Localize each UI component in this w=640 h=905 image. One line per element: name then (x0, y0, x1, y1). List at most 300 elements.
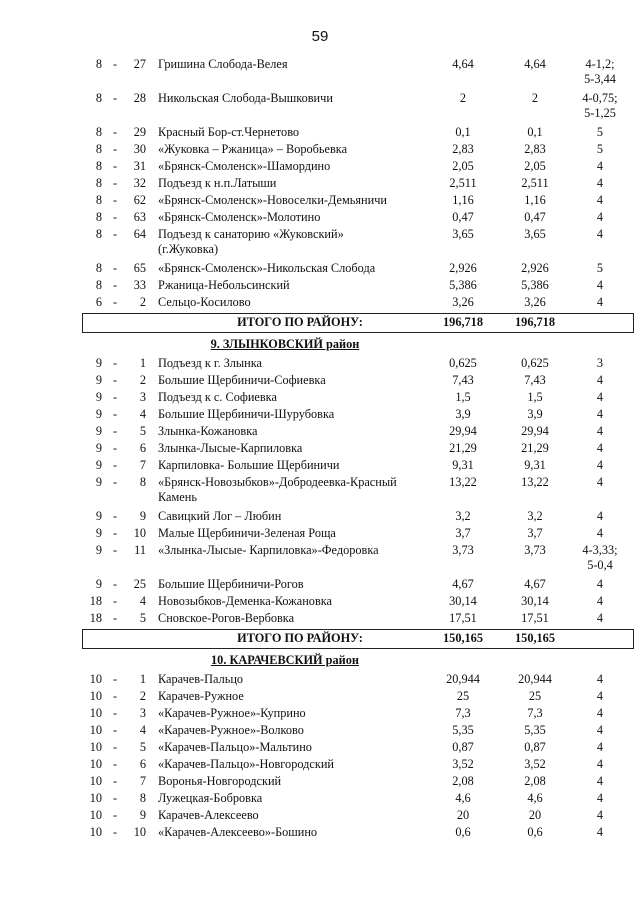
dash-separator: - (112, 740, 118, 754)
road-category: 4 (596, 441, 604, 455)
road-name: «Злынка-Лысые- Карпиловка»-Федоровка (158, 543, 379, 557)
road-length-total: 3,9 (527, 407, 543, 421)
road-length-total: 3,65 (524, 227, 546, 241)
road-category: 4 (596, 689, 604, 703)
road-number: 4 (139, 407, 146, 421)
road-length: 3,73 (452, 543, 474, 557)
road-length-total: 3,73 (524, 543, 546, 557)
road-group-number: 8 (95, 159, 102, 173)
dash-separator: - (112, 390, 118, 404)
road-name: Карачев-Алексеево (158, 808, 259, 822)
total-length: 150,165 (443, 631, 483, 645)
road-length-total: 2,511 (521, 176, 549, 190)
table-row (0, 141, 640, 158)
road-length-total: 21,29 (521, 441, 549, 455)
road-length: 7,3 (455, 706, 471, 720)
dash-separator: - (112, 825, 118, 839)
road-group-number: 18 (89, 594, 102, 608)
road-number: 29 (133, 125, 146, 139)
road-category: 4 (596, 159, 604, 173)
road-number: 1 (139, 672, 146, 686)
road-name: Сельцо-Косилово (158, 295, 251, 309)
road-name: Большие Щербиничи-Рогов (158, 577, 304, 591)
road-category: 4 (596, 278, 604, 292)
road-group-number: 9 (95, 424, 102, 438)
road-length: 3,9 (455, 407, 471, 421)
road-length: 3,65 (452, 227, 474, 241)
road-category: 4 (596, 825, 604, 839)
road-category: 4 (596, 227, 604, 241)
road-length: 1,5 (455, 390, 471, 404)
road-number: 10 (133, 526, 146, 540)
road-length-total: 1,5 (527, 390, 543, 404)
road-category: 4 (596, 458, 604, 472)
road-name: Новозыбков-Деменка-Кожановка (158, 594, 332, 608)
road-name: Савицкий Лог – Любин (158, 509, 282, 523)
road-length-total: 17,51 (521, 611, 549, 625)
table-row (0, 610, 640, 627)
road-name: «Карачев-Пальцо»-Новгородский (158, 757, 334, 771)
road-group-number: 8 (95, 278, 102, 292)
road-category: 4 (596, 740, 604, 754)
table-row (0, 56, 640, 90)
table-row (0, 525, 640, 542)
road-group-number: 10 (89, 672, 102, 686)
road-group-number: 9 (95, 356, 102, 370)
road-category: 5 (596, 125, 604, 139)
road-length-total: 0,6 (527, 825, 543, 839)
road-length: 9,31 (452, 458, 474, 472)
table-row (0, 705, 640, 722)
table-row (0, 773, 640, 790)
road-length: 0,1 (455, 125, 471, 139)
dash-separator: - (112, 672, 118, 686)
table-row (0, 756, 640, 773)
road-length-total: 13,22 (521, 475, 549, 489)
dash-separator: - (112, 509, 118, 523)
road-number: 63 (133, 210, 146, 224)
road-number: 64 (133, 227, 146, 241)
road-name: Красный Бор-ст.Чернетово (158, 125, 300, 139)
dash-separator: - (112, 757, 118, 771)
road-category: 4 (596, 808, 604, 822)
road-number: 6 (139, 441, 146, 455)
dash-separator: - (112, 373, 118, 387)
road-length: 20,944 (446, 672, 480, 686)
dash-separator: - (112, 458, 118, 472)
dash-separator: - (112, 227, 118, 241)
road-category: 4 (596, 577, 604, 591)
road-length-total: 25 (528, 689, 542, 703)
road-category: 4-0,75; 5-1,25 (582, 91, 618, 120)
road-length: 2,511 (449, 176, 477, 190)
road-length: 1,16 (452, 193, 474, 207)
road-length-total: 3,26 (524, 295, 546, 309)
road-group-number: 8 (95, 210, 102, 224)
road-name: Злынка-Лысые-Карпиловка (158, 441, 303, 455)
road-group-number: 10 (89, 791, 102, 805)
table-row (0, 671, 640, 688)
road-table (0, 56, 640, 841)
total-length: 196,718 (443, 315, 483, 329)
road-group-number: 8 (95, 91, 102, 105)
road-length: 0,6 (455, 825, 471, 839)
road-group-number: 8 (95, 193, 102, 207)
dash-separator: - (112, 774, 118, 788)
table-row (0, 722, 640, 739)
road-number: 31 (133, 159, 146, 173)
dash-separator: - (112, 278, 118, 292)
road-length-total: 0,1 (527, 125, 543, 139)
table-row (0, 790, 640, 807)
total-length-total: 196,718 (515, 315, 555, 329)
road-name: Подъезд к санаторию «Жуковский» (г.Жуковка) (158, 227, 344, 256)
dash-separator: - (112, 689, 118, 703)
table-row (0, 175, 640, 192)
total-label: ИТОГО ПО РАЙОНУ: (237, 631, 363, 645)
road-group-number: 10 (89, 706, 102, 720)
road-group-number: 10 (89, 825, 102, 839)
road-number: 5 (139, 611, 146, 625)
road-number: 5 (139, 740, 146, 754)
road-length-total: 7,3 (527, 706, 543, 720)
road-number: 8 (139, 475, 146, 489)
road-category: 5 (596, 261, 604, 275)
dash-separator: - (112, 611, 118, 625)
table-row (0, 355, 640, 372)
road-group-number: 9 (95, 475, 102, 489)
table-row (0, 688, 640, 705)
dash-separator: - (112, 526, 118, 540)
road-length-total: 20 (528, 808, 542, 822)
road-name: Ржаница-Небольсинский (158, 278, 290, 292)
table-row (0, 824, 640, 841)
road-number: 32 (133, 176, 146, 190)
road-name: Злынка-Кожановка (158, 424, 258, 438)
road-length: 4,64 (452, 57, 474, 71)
road-category: 4 (596, 791, 604, 805)
road-group-number: 9 (95, 407, 102, 421)
road-length-total: 7,43 (524, 373, 546, 387)
road-category: 4 (596, 407, 604, 421)
road-name: «Брянск-Смоленск»-Шамордино (158, 159, 331, 173)
road-number: 65 (133, 261, 146, 275)
dash-separator: - (112, 577, 118, 591)
road-name: «Брянск-Новозыбков»-Добродеевка-Красный Камень (158, 475, 397, 504)
road-number: 30 (133, 142, 146, 156)
road-length-total: 2 (531, 91, 539, 105)
road-group-number: 6 (95, 295, 102, 309)
road-category: 4 (596, 210, 604, 224)
road-length: 21,29 (449, 441, 477, 455)
road-number: 25 (133, 577, 146, 591)
road-name: Большие Щербиничи-Софиевка (158, 373, 326, 387)
road-category: 4 (596, 611, 604, 625)
road-name: «Карачев-Алексеево»-Бошино (158, 825, 318, 839)
district-heading (0, 651, 640, 671)
road-length: 3,26 (452, 295, 474, 309)
road-length-total: 20,944 (518, 672, 552, 686)
road-group-number: 9 (95, 390, 102, 404)
dash-separator: - (112, 543, 118, 557)
table-row (0, 739, 640, 756)
road-group-number: 10 (89, 774, 102, 788)
road-number: 9 (139, 509, 146, 523)
table-row (0, 593, 640, 610)
road-length: 5,386 (449, 278, 477, 292)
road-length-total: 29,94 (521, 424, 549, 438)
road-category: 4 (596, 193, 604, 207)
table-row (0, 158, 640, 175)
district-total-row (0, 311, 640, 335)
road-group-number: 10 (89, 757, 102, 771)
road-group-number: 8 (95, 125, 102, 139)
district-heading-text: 10. КАРАЧЕВСКИЙ район (211, 653, 359, 667)
road-length: 3,7 (455, 526, 471, 540)
road-group-number: 9 (95, 509, 102, 523)
road-category: 4 (596, 176, 604, 190)
road-length: 7,43 (452, 373, 474, 387)
road-length: 29,94 (449, 424, 477, 438)
road-group-number: 9 (95, 577, 102, 591)
road-number: 1 (139, 356, 146, 370)
road-length-total: 2,08 (524, 774, 546, 788)
road-group-number: 8 (95, 142, 102, 156)
road-number: 5 (139, 424, 146, 438)
road-length: 2,08 (452, 774, 474, 788)
road-length-total: 2,83 (524, 142, 546, 156)
road-name: Лужецкая-Бобровка (158, 791, 263, 805)
road-length: 2,926 (449, 261, 477, 275)
road-group-number: 9 (95, 373, 102, 387)
road-length: 2 (459, 91, 467, 105)
dash-separator: - (112, 210, 118, 224)
table-row (0, 209, 640, 226)
road-name: Воронья-Новгородский (158, 774, 282, 788)
road-group-number: 8 (95, 227, 102, 241)
road-category: 4-3,33; 5-0,4 (582, 543, 618, 572)
road-group-number: 9 (95, 526, 102, 540)
table-row (0, 260, 640, 277)
road-name: «Брянск-Смоленск»-Молотино (158, 210, 321, 224)
road-length-total: 2,926 (521, 261, 549, 275)
road-number: 4 (139, 594, 146, 608)
road-category: 4 (596, 526, 604, 540)
road-length-total: 3,2 (527, 509, 543, 523)
road-category: 4 (596, 373, 604, 387)
road-category: 4 (596, 390, 604, 404)
road-number: 7 (139, 774, 146, 788)
table-row (0, 576, 640, 593)
road-group-number: 8 (95, 261, 102, 275)
road-number: 2 (139, 295, 146, 309)
table-row (0, 542, 640, 576)
road-length-total: 5,35 (524, 723, 546, 737)
road-group-number: 10 (89, 689, 102, 703)
road-group-number: 9 (95, 458, 102, 472)
total-length-total: 150,165 (515, 631, 555, 645)
road-length-total: 3,52 (524, 757, 546, 771)
table-row (0, 423, 640, 440)
table-row (0, 807, 640, 824)
road-length-total: 0,625 (521, 356, 549, 370)
road-category: 4-1,2; 5-3,44 (584, 57, 616, 86)
road-category: 4 (596, 424, 604, 438)
road-category: 4 (596, 774, 604, 788)
road-category: 4 (596, 672, 604, 686)
road-length: 25 (456, 689, 470, 703)
dash-separator: - (112, 808, 118, 822)
road-group-number: 10 (89, 723, 102, 737)
dash-separator: - (112, 125, 118, 139)
road-length-total: 4,6 (527, 791, 543, 805)
road-length-total: 3,7 (527, 526, 543, 540)
total-label: ИТОГО ПО РАЙОНУ: (237, 315, 363, 329)
table-row (0, 277, 640, 294)
dash-separator: - (112, 261, 118, 275)
road-length-total: 0,87 (524, 740, 546, 754)
road-group-number: 9 (95, 441, 102, 455)
table-row (0, 457, 640, 474)
road-group-number: 8 (95, 57, 102, 71)
road-name: «Карачев-Ружное»-Куприно (158, 706, 306, 720)
dash-separator: - (112, 57, 118, 71)
road-number: 11 (134, 543, 146, 557)
district-heading-text: 9. ЗЛЫНКОВСКИЙ район (210, 337, 360, 351)
road-length-total: 9,31 (524, 458, 546, 472)
road-group-number: 8 (95, 176, 102, 190)
road-group-number: 10 (89, 808, 102, 822)
road-number: 33 (133, 278, 146, 292)
road-category: 4 (596, 723, 604, 737)
road-length: 30,14 (449, 594, 477, 608)
road-name: Карпиловка- Большие Щербиничи (158, 458, 340, 472)
table-row (0, 294, 640, 311)
dash-separator: - (112, 441, 118, 455)
table-row (0, 508, 640, 525)
road-number: 3 (139, 706, 146, 720)
dash-separator: - (112, 791, 118, 805)
dash-separator: - (112, 594, 118, 608)
road-length: 0,625 (449, 356, 477, 370)
dash-separator: - (112, 91, 118, 105)
road-group-number: 10 (89, 740, 102, 754)
road-name: Подъезд к г. Злынка (158, 356, 262, 370)
road-number: 7 (139, 458, 146, 472)
dash-separator: - (112, 407, 118, 421)
table-row (0, 192, 640, 209)
dash-separator: - (112, 159, 118, 173)
road-name: Карачев-Пальцо (158, 672, 244, 686)
road-length-total: 0,47 (524, 210, 546, 224)
table-row (0, 90, 640, 124)
road-length: 4,6 (455, 791, 471, 805)
road-number: 4 (139, 723, 146, 737)
road-category: 4 (596, 757, 604, 771)
road-name: Подъезд к с. Софиевка (158, 390, 277, 404)
road-name: Никольская Слобода-Вышковичи (158, 91, 333, 105)
road-number: 28 (133, 91, 146, 105)
road-name: Карачев-Ружное (158, 689, 244, 703)
road-length: 5,35 (452, 723, 474, 737)
road-name: Сновское-Рогов-Вербовка (158, 611, 295, 625)
road-length: 2,05 (452, 159, 474, 173)
road-length-total: 1,16 (524, 193, 546, 207)
road-name: Гришина Слобода-Велея (158, 57, 288, 71)
road-category: 3 (596, 356, 604, 370)
table-row (0, 389, 640, 406)
road-number: 2 (139, 373, 146, 387)
district-total-row (0, 627, 640, 651)
road-number: 62 (133, 193, 146, 207)
road-length-total: 4,67 (524, 577, 546, 591)
road-group-number: 9 (95, 543, 102, 557)
road-length: 3,2 (455, 509, 471, 523)
road-length: 4,67 (452, 577, 474, 591)
road-length: 13,22 (449, 475, 477, 489)
road-category: 4 (596, 295, 604, 309)
road-length-total: 2,05 (524, 159, 546, 173)
road-length-total: 30,14 (521, 594, 549, 608)
road-length-total: 5,386 (521, 278, 549, 292)
road-length-total: 4,64 (524, 57, 546, 71)
road-category: 4 (596, 706, 604, 720)
dash-separator: - (112, 142, 118, 156)
road-name: «Жуковка – Ржаница» – Воробьевка (158, 142, 348, 156)
road-length: 3,52 (452, 757, 474, 771)
road-name: Большие Щербиничи-Шурубовка (158, 407, 335, 421)
table-row (0, 124, 640, 141)
road-name: «Карачев-Ружное»-Волково (158, 723, 304, 737)
table-row (0, 406, 640, 423)
road-number: 3 (139, 390, 146, 404)
road-category: 5 (596, 142, 604, 156)
table-row (0, 372, 640, 389)
road-category: 4 (596, 475, 604, 489)
road-length: 0,87 (452, 740, 474, 754)
road-number: 8 (139, 791, 146, 805)
road-length: 17,51 (449, 611, 477, 625)
road-length: 20 (456, 808, 470, 822)
road-number: 9 (139, 808, 146, 822)
table-row (0, 440, 640, 457)
table-row (0, 474, 640, 508)
road-name: «Брянск-Смоленск»-Никольская Слобода (158, 261, 376, 275)
dash-separator: - (112, 193, 118, 207)
page-number: 59 (311, 28, 329, 45)
road-group-number: 18 (89, 611, 102, 625)
district-heading (0, 335, 640, 355)
road-number: 2 (139, 689, 146, 703)
road-name: «Брянск-Смоленск»-Новоселки-Демьяничи (158, 193, 387, 207)
road-number: 27 (133, 57, 146, 71)
road-length: 0,47 (452, 210, 474, 224)
dash-separator: - (112, 475, 118, 489)
dash-separator: - (112, 356, 118, 370)
road-name: Подъезд к н.п.Латыши (158, 176, 277, 190)
table-row (0, 226, 640, 260)
dash-separator: - (112, 723, 118, 737)
road-number: 6 (139, 757, 146, 771)
road-length: 2,83 (452, 142, 474, 156)
dash-separator: - (112, 295, 118, 309)
road-category: 4 (596, 594, 604, 608)
road-category: 4 (596, 509, 604, 523)
dash-separator: - (112, 706, 118, 720)
road-name: «Карачев-Пальцо»-Мальтино (158, 740, 312, 754)
dash-separator: - (112, 424, 118, 438)
road-number: 10 (133, 825, 146, 839)
